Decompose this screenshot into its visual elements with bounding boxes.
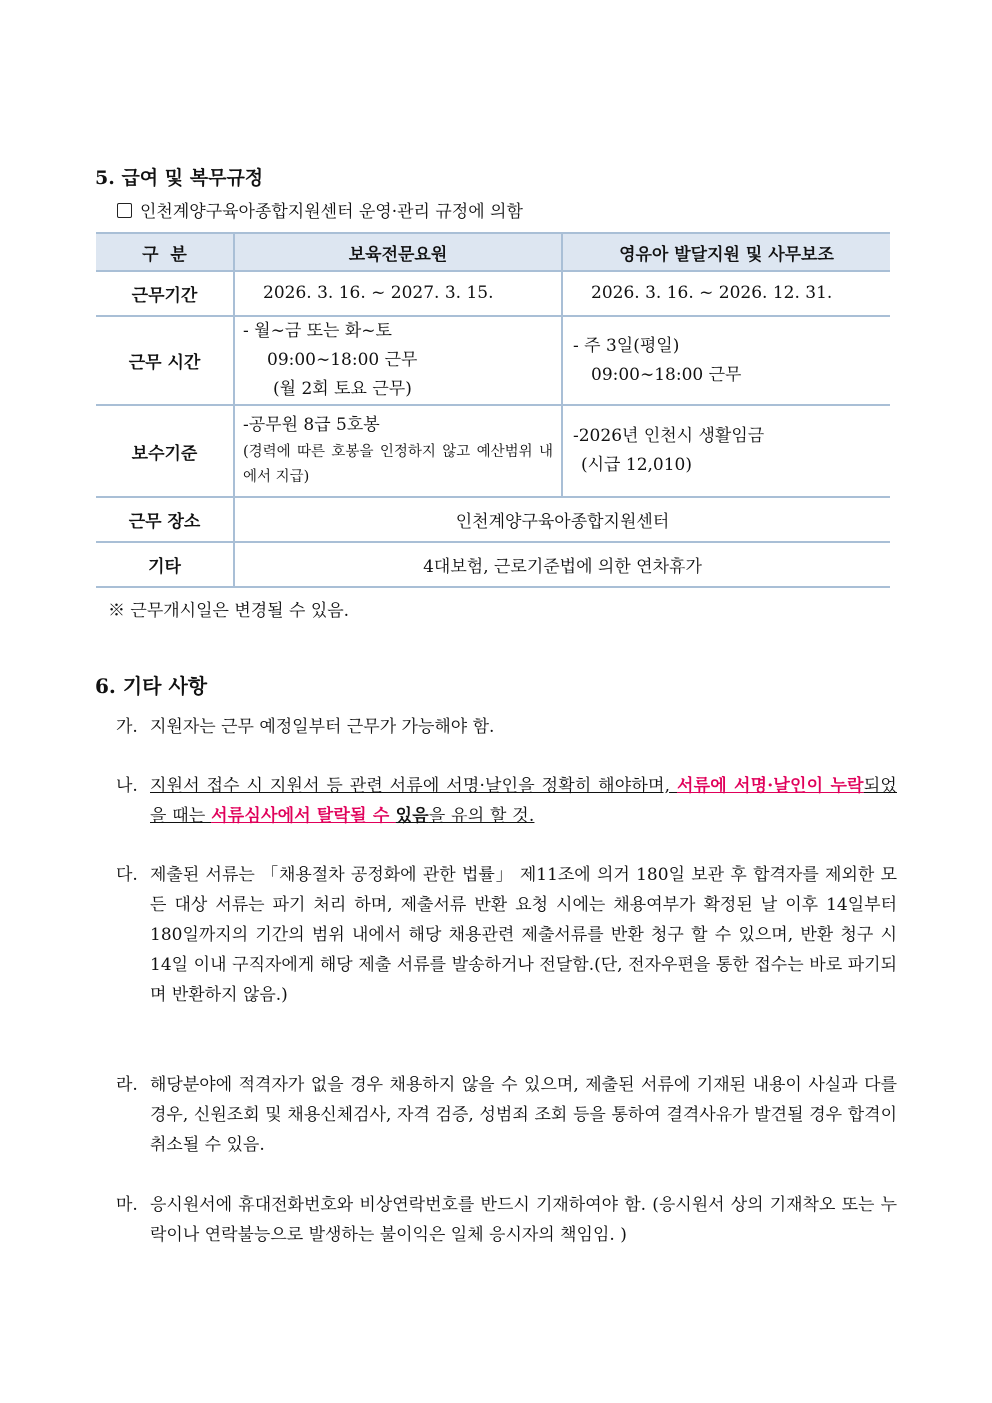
period-col1 [234, 271, 562, 316]
period-label: 근무기간 [96, 271, 234, 316]
table-header-row [96, 233, 890, 271]
pay-col2-line2: (시급 12,010) [581, 455, 692, 475]
header-development-support: 영유아 발달지원 및 사무보조 [562, 233, 890, 271]
item-na-marker: 나. [116, 776, 138, 796]
section5-subtitle [117, 197, 523, 222]
item-ma-text: 응시원서에 휴대전화번호와 비상연락번호를 반드시 기재하여야 함. (응시원서 상의 기재착오 또는 누락이나 연락불능으로 발생하는 불이익은 일체 응시자의 책임임. ) [150, 1195, 897, 1245]
hours-col1-line3: (월 2회 토요 근무) [273, 379, 412, 399]
item-na-part5-bold: 있음 [395, 806, 429, 826]
table-row-pay [96, 405, 890, 497]
pay-col1 [234, 405, 562, 497]
list-item-da [116, 860, 897, 1010]
pay-col1-main: -공무원 8급 5호봉 [243, 414, 380, 435]
section5-title: 5. 급여 및 복무규정 [95, 167, 264, 189]
header-category: 구 분 [96, 233, 234, 271]
item-ra-text: 해당분야에 적격자가 없을 경우 채용하지 않을 수 있으며, 제출된 서류에 기재된 내용이 사실과 다를 경우, 신원조회 및 채용신체검사, 자격 검증, 성범죄 조회 등을 통하여 결격사유가 발견될 경우 합격이 취소될 수 있음. [150, 1075, 897, 1155]
hours-label: 근무 시간 [96, 316, 234, 405]
hours-col1 [234, 316, 562, 405]
place-value: 인천계양구육아종합지원센터 [234, 497, 890, 542]
item-da-text: 제출된 서류는 「채용절차 공정화에 관한 법률」 제11조에 의거 180일 보관 후 합격자를 제외한 모든 대상 서류는 파기 처리 하며, 제출서류 반환 요청 시에는 채용여부가 확정된 날 이후 14일부터 180일까지의 기간의 범위 내에서 해당 채용관련 제출서류를 반환 청구 할 수 있으며, 반환 청구 시 14일 이내 구직자에게 해당 제출 서류를 발송하거나 전달함.(단, 전자우편을 통한 접수는 바로 파기되며 반환하지 않음.) [150, 865, 897, 1005]
hours-col2-line1: - 주 3일(평일) [573, 335, 680, 356]
etc-label: 기타 [96, 542, 234, 587]
item-na-part2-highlight: 서류에 서명·날인이 누락 [676, 776, 864, 796]
pay-col2 [562, 405, 890, 497]
list-item-na [116, 771, 897, 831]
section5-subtitle-text: 인천계양구육아종합지원센터 운영·관리 규정에 의함 [140, 202, 523, 222]
checkbox-square-icon [117, 203, 132, 218]
list-item-ra [116, 1070, 897, 1160]
table-row-place [96, 497, 890, 542]
etc-value: 4대보험, 근로기준법에 의한 연차휴가 [234, 542, 890, 587]
table-row-period [96, 271, 890, 316]
pay-col1-note: (경력에 따른 호봉을 인정하지 않고 예산범위 내에서 지급) [243, 443, 553, 485]
hours-col2-line2: 09:00∼18:00 근무 [591, 364, 742, 385]
item-na-part4-highlight: 서류심사에서 탈락될 수 [211, 806, 396, 826]
employment-conditions-table [96, 232, 890, 588]
hours-col1-line2: 09:00∼18:00 근무 [267, 350, 418, 370]
item-na-part3: 되었을 때는 [150, 776, 897, 826]
item-ga-marker: 가. [116, 717, 138, 737]
period-col2 [562, 271, 890, 316]
item-da-marker: 다. [116, 865, 138, 885]
item-na-text [150, 771, 897, 831]
table-row-etc [96, 542, 890, 587]
list-item-ga [116, 712, 897, 742]
list-item-ma [116, 1190, 897, 1250]
period-col1-text: 2026. 3. 16. ~ 2027. 3. 15. [263, 283, 494, 303]
section6-title: 6. 기타 사항 [95, 674, 208, 698]
pay-col2-line1: -2026년 인천시 생활임금 [573, 426, 765, 446]
hours-col1-line1: - 월∼금 또는 화~토 [243, 321, 392, 341]
table-row-hours [96, 316, 890, 405]
place-label: 근무 장소 [96, 497, 234, 542]
hours-col2 [562, 316, 890, 405]
item-ra-marker: 라. [116, 1075, 138, 1095]
item-ma-marker: 마. [116, 1195, 138, 1215]
pay-label: 보수기준 [96, 405, 234, 497]
period-col2-text: 2026. 3. 16. ~ 2026. 12. 31. [591, 283, 833, 303]
item-na-part6: 을 유의 할 것. [428, 806, 535, 826]
header-childcare-specialist: 보육전문요원 [234, 233, 562, 271]
section5-note: ※ 근무개시일은 변경될 수 있음. [108, 601, 350, 621]
item-ga-text: 지원자는 근무 예정일부터 근무가 가능해야 함. [150, 717, 495, 737]
item-na-part1: 지원서 접수 시 지원서 등 관련 서류에 서명·날인을 정확히 해야하며, [150, 776, 677, 796]
